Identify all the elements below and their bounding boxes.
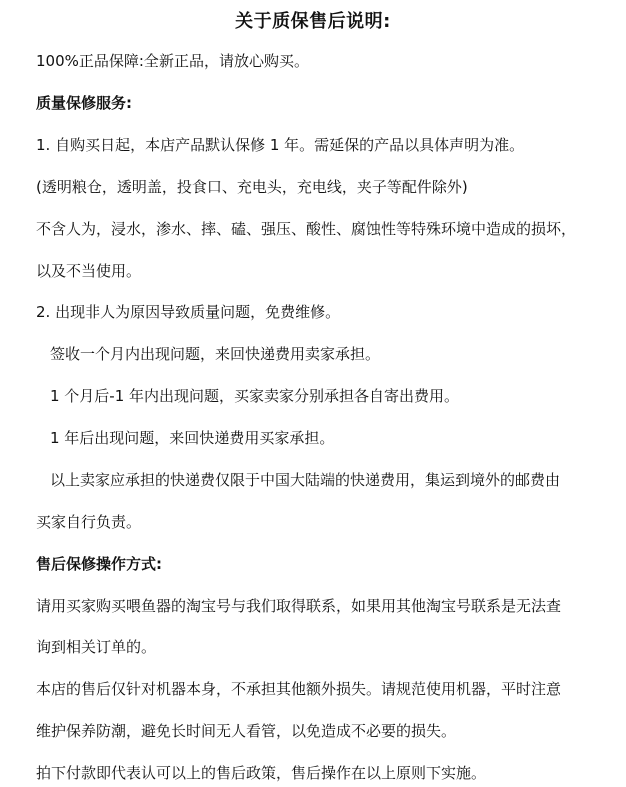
contact-rule-line-1: 请用买家购买喂鱼器的淘宝号与我们取得联系，如果用其他淘宝号联系是无法查 [36, 597, 562, 615]
section-heading-after-sales: 售后保修操作方式: [36, 555, 162, 573]
shipping-scope-line-2: 买家自行负责。 [36, 513, 142, 531]
warranty-point-1: 1. 自购买日起，本店产品默认保修 1 年。需延保的产品以具体声明为准。 [36, 136, 525, 154]
damage-exclusion-line-2: 以及不当使用。 [36, 262, 142, 280]
shipping-rule-after-year: 1 年后出现问题，来回快递费用买家承担。 [50, 429, 335, 447]
damage-exclusion-line-1: 不含人为，浸水，渗水、摔、磕、强压、酸性、腐蚀性等特殊环境中造成的损坏， [36, 220, 577, 238]
section-heading-quality-warranty: 质量保修服务: [36, 94, 132, 112]
document-title: 关于质保售后说明: [235, 11, 391, 32]
shipping-rule-first-month: 签收一个月内出现问题，来回快递费用卖家承担。 [50, 345, 381, 363]
liability-line-2: 维护保养防潮，避免长时间无人看管，以免造成不必要的损失。 [36, 722, 457, 740]
shipping-scope-line-1: 以上卖家应承担的快递费仅限于中国大陆端的快递费用，集运到境外的邮费由 [50, 471, 561, 489]
contact-rule-line-2: 询到相关订单的。 [36, 638, 157, 656]
liability-line-1: 本店的售后仅针对机器本身，不承担其他额外损失。请规范使用机器，平时注意 [36, 680, 562, 698]
shipping-rule-within-year: 1 个月后-1 年内出现问题，买家卖家分别承担各自寄出费用。 [50, 387, 460, 405]
guarantee-line: 100%正品保障:全新正品，请放心购买。 [36, 52, 309, 70]
accessory-exclusion-note: (透明粮仓，透明盖，投食口、充电头，充电线，夹子等配件除外) [36, 178, 468, 196]
policy-acceptance-line: 拍下付款即代表认可以上的售后政策，售后操作在以上原则下实施。 [36, 764, 487, 782]
warranty-point-2: 2. 出现非人为原因导致质量问题，免费维修。 [36, 303, 341, 321]
